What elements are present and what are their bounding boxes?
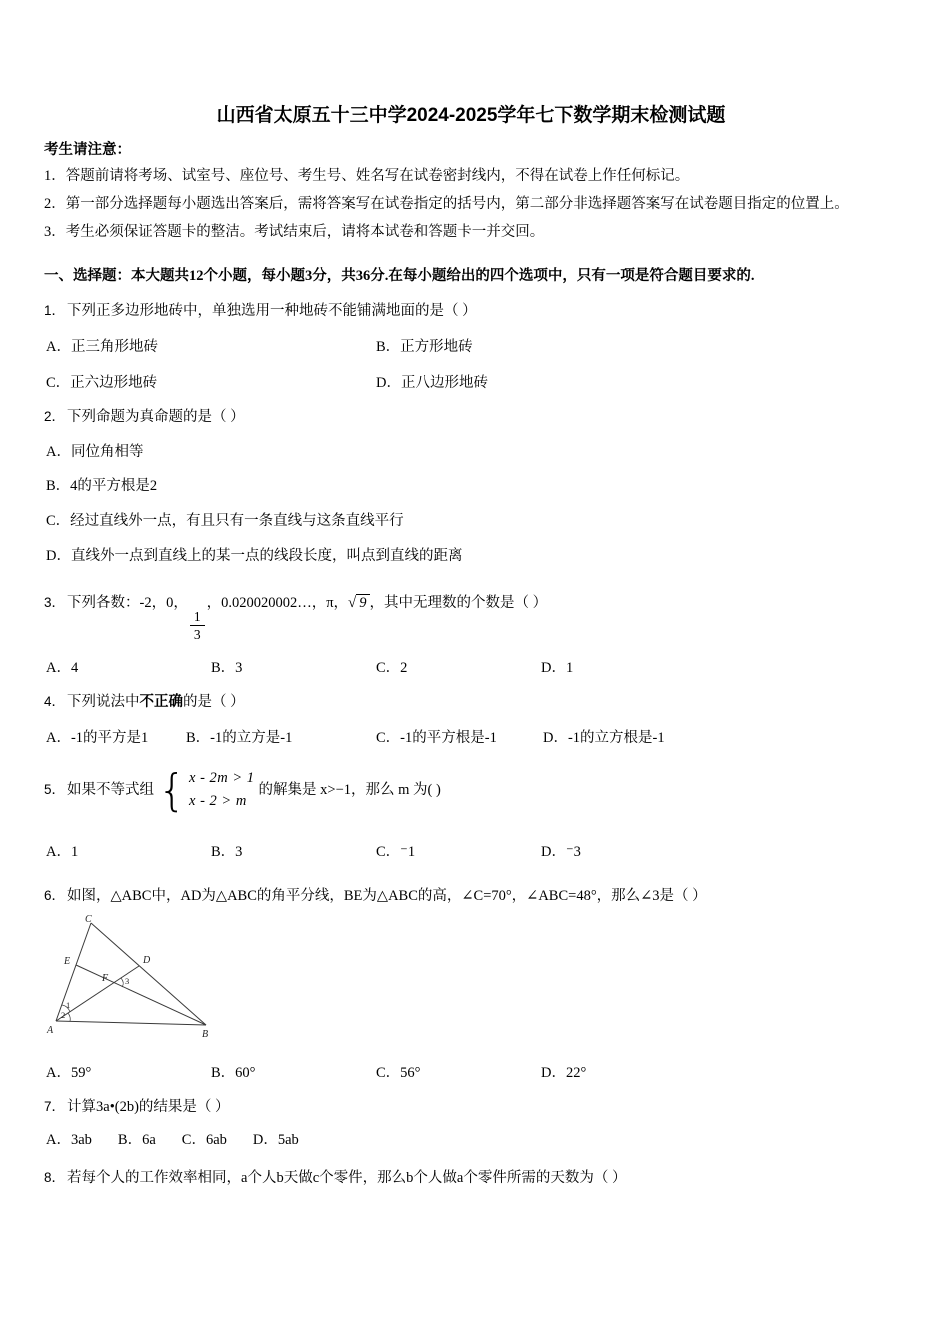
question-1-option-d: D．正八边形地砖	[376, 375, 488, 392]
question-2-number: 2．	[44, 409, 66, 425]
question-7-number: 7．	[44, 1099, 66, 1115]
question-3-stem	[44, 592, 898, 643]
question-6-option-d: D．22°	[541, 1065, 587, 1082]
question-6-stem-text: 如图，△ABC中，AD为△ABC的角平分线，BE为△ABC的高，∠C=70°，∠ABC=48°，那么∠3是（ ）	[67, 887, 707, 904]
question-5-option-b: B．3	[211, 843, 243, 860]
question-5-stem-a: 如果不等式组	[67, 781, 155, 798]
question-1-options-row-1	[46, 337, 898, 358]
question-1-option-a: A．正三角形地砖	[46, 339, 158, 356]
angle-label-3: 3	[125, 976, 130, 987]
question-5-stem	[44, 764, 898, 816]
question-6-option-c: C．56°	[376, 1065, 421, 1082]
question-8	[44, 1167, 898, 1189]
angle-label-1: 1	[66, 1000, 71, 1011]
question-4-stem	[44, 691, 898, 713]
question-2-stem	[44, 406, 898, 428]
question-2-option-a: A．同位角相等	[46, 443, 144, 460]
question-7-option-a: A．3ab	[46, 1131, 92, 1148]
sqrt-nine	[348, 594, 369, 611]
segment-AB	[56, 1021, 206, 1025]
notice-item-3: 3．考生必须保证答题卡的整洁。考试结束后，请将本试卷和答题卡一并交回。	[44, 224, 545, 241]
question-4-options-row	[46, 728, 898, 749]
segment-CB	[91, 923, 206, 1025]
inequality-2: x - 2 > m	[189, 793, 247, 810]
question-2-option-c: C．经过直线外一点，有且只有一条直线与这条直线平行	[46, 513, 404, 530]
question-4-number: 4．	[44, 693, 66, 709]
question-1-option-b: B．正方形地砖	[376, 339, 473, 356]
triangle-figure	[46, 915, 231, 1043]
question-8-stem-text: 若每个人的工作效率相同，a个人b天做c个零件，那么b个人做a个零件所需的天数为（ ）	[67, 1169, 627, 1186]
question-5-option-d: D．⁻3	[541, 843, 581, 860]
question-4-stem-pre: 下列说法中	[67, 693, 140, 710]
question-3	[44, 592, 898, 679]
question-5-option-a: A．1	[46, 843, 79, 860]
question-1-option-c: C．正六边形地砖	[46, 375, 158, 392]
question-2-stem-text: 下列命题为真命题的是（ ）	[67, 409, 245, 426]
notice-item-2: 2．第一部分选择题每小题选出答案后，需将答案写在试卷指定的括号内，第二部分非选择题答案写在试卷题目指定的位置上。	[44, 196, 849, 213]
question-8-stem	[44, 1167, 898, 1189]
question-3-stem-c: ，其中无理数的个数是（ ）	[369, 594, 548, 611]
question-7-option-c: C．6ab	[181, 1131, 227, 1148]
point-label-E: E	[64, 956, 71, 968]
angle-2-arc	[68, 1013, 70, 1021]
question-1-options-row-2	[46, 373, 898, 394]
question-6-number: 6．	[44, 887, 66, 903]
question-1-number: 1．	[44, 302, 66, 318]
question-2-option-d: D．直线外一点到直线上的某一点的线段长度，叫点到直线的距离	[46, 547, 463, 564]
question-4-option-a: A．-1的平方是1	[46, 730, 149, 747]
question-1-stem-text: 下列正多边形地砖中，单独选用一种地砖不能铺满地面的是（ ）	[67, 302, 477, 319]
question-4-option-b: B．-1的立方是-1	[186, 730, 293, 747]
question-7-option-d: D．5ab	[252, 1131, 299, 1148]
question-3-option-b: B．3	[211, 659, 243, 676]
question-3-option-d: D．1	[541, 659, 574, 676]
question-3-options-row	[46, 658, 898, 679]
question-5	[44, 764, 898, 862]
question-4-stem-emphasis: 不正确	[139, 693, 184, 710]
vertex-label-C: C	[85, 915, 92, 926]
notice-header: 考生请注意：	[44, 142, 131, 158]
question-1-stem	[44, 300, 898, 322]
fraction-numerator: 1	[190, 609, 205, 627]
question-3-stem-a: 下列各数：-2，0，	[67, 594, 188, 611]
question-7-options-row	[46, 1130, 898, 1151]
question-8-number: 8．	[44, 1169, 66, 1185]
segment-AD-angle-bisector	[56, 966, 139, 1021]
question-4	[44, 691, 898, 749]
segment-AC	[56, 923, 91, 1021]
point-label-F: F	[102, 973, 109, 985]
question-4-option-d: D．-1的立方根是-1	[543, 730, 665, 747]
radical-sign: √	[348, 594, 357, 611]
question-3-option-a: A．4	[46, 659, 79, 676]
question-6-figure-wrapper	[46, 915, 898, 1048]
notice-item-1: 1．答题前请将考场、试室号、座位号、考生号、姓名写在试卷密封线内，不得在试卷上作任何标记。	[44, 167, 690, 184]
question-7-option-b: B．6a	[117, 1131, 156, 1148]
question-4-option-c: C．-1的平方根是-1	[376, 730, 497, 747]
question-5-option-c: C．⁻1	[376, 843, 416, 860]
question-6-option-a: A．59°	[46, 1065, 92, 1082]
question-3-option-c: C．2	[376, 659, 408, 676]
question-4-stem-post: 的是（ ）	[183, 693, 245, 710]
question-7	[44, 1096, 898, 1150]
vertex-label-A: A	[47, 1025, 54, 1037]
question-5-stem-b: 的解集是 x>−1，那么 m 为( )	[258, 781, 441, 798]
radicand: 9	[356, 594, 369, 611]
question-3-number: 3．	[44, 594, 66, 610]
system-brace: {	[158, 764, 187, 816]
question-1	[44, 300, 898, 395]
question-5-number: 5．	[44, 782, 66, 798]
fraction-denominator: 3	[193, 627, 201, 643]
question-3-stem-b: ，0.020020002…，π，	[206, 594, 349, 611]
system-lines	[186, 767, 255, 813]
question-6-options-row	[46, 1063, 898, 1084]
question-7-stem	[44, 1096, 898, 1118]
point-label-D: D	[143, 955, 151, 967]
exam-title: 山西省太原五十三中学2024-2025学年七下数学期末检测试题	[216, 105, 726, 126]
angle-label-2: 2	[61, 1010, 66, 1021]
question-6	[44, 885, 898, 1084]
question-6-stem	[44, 885, 898, 907]
question-2-option-b: B．4的平方根是2	[46, 478, 158, 495]
inequality-system	[158, 764, 255, 816]
question-7-stem-text: 计算3a•(2b)的结果是（ ）	[67, 1099, 230, 1116]
question-2	[44, 406, 898, 567]
inequality-1: x - 2m > 1	[189, 770, 255, 787]
fraction-one-third	[190, 609, 205, 643]
vertex-label-B: B	[202, 1029, 209, 1041]
question-6-option-b: B．60°	[211, 1065, 256, 1082]
notice-block	[44, 140, 898, 247]
question-5-options-row	[46, 842, 898, 863]
section1-header: 一、选择题：本大题共12个小题，每小题3分，共36分.在每小题给出的四个选项中，只有一项是符合题目要求的.	[44, 267, 755, 284]
